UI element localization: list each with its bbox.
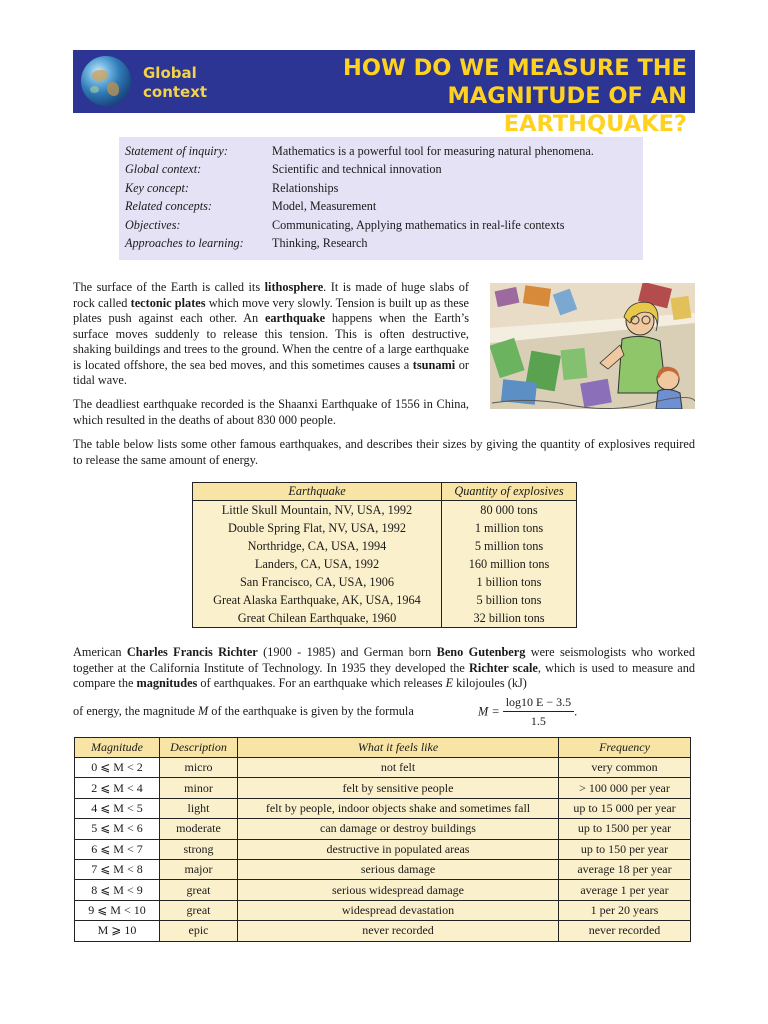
description-cell: micro bbox=[160, 758, 238, 778]
feels-like-cell: serious damage bbox=[238, 859, 559, 879]
globe-icon bbox=[81, 56, 131, 106]
description-cell: minor bbox=[160, 778, 238, 798]
inquiry-row bbox=[125, 235, 594, 254]
richter-formula: M = $\frac{\log 10 E - 3.5}{1.5}$ . bbox=[478, 695, 578, 728]
column-header-feels-like: What it feels like bbox=[238, 738, 559, 758]
page-title: HOW DO WE MEASURE THE MAGNITUDE OF AN EARTHQUAKE? bbox=[343, 55, 687, 137]
explosives-cell: 5 billion tons bbox=[442, 591, 577, 609]
inquiry-key: Approaches to learning: bbox=[125, 236, 244, 251]
inquiry-table bbox=[125, 142, 594, 253]
table-row bbox=[75, 778, 691, 798]
term-magnitudes: magnitudes bbox=[136, 676, 198, 690]
column-header-description: Description bbox=[160, 738, 238, 758]
intro-paragraph: The surface of the Earth is called its lithosphere. It is made of huge slabs of rock called tectonic plates which move very slowly. Tension is built up as these plates push against each other. An earthquake happens when the Earth’s surface moves suddenly to release this tension. This is often destructive, shaking buildings and trees to the ground. When the centre of a large earthquake is located offshore, the sea bed moves, and this sometimes causes a tsunami or tidal wave. bbox=[73, 280, 470, 387]
table-row bbox=[75, 900, 691, 920]
formula-numerator: log10 E − 3.5 bbox=[503, 695, 574, 712]
feels-like-cell: not felt bbox=[238, 758, 559, 778]
table-row bbox=[75, 921, 691, 941]
section-label: Global context bbox=[143, 64, 208, 101]
term-lithosphere: lithosphere bbox=[264, 280, 324, 294]
term-tsunami: tsunami bbox=[412, 357, 456, 372]
inquiry-row bbox=[125, 179, 594, 198]
term-earthquake: earthquake bbox=[264, 311, 326, 325]
magnitude-cell: 0 ⩽ M < 2 bbox=[75, 758, 160, 778]
table-row bbox=[193, 573, 577, 591]
frequency-cell: average 18 per year bbox=[559, 859, 691, 879]
formula-denominator: 1.5 bbox=[530, 714, 546, 728]
explosives-table bbox=[192, 482, 577, 628]
table-row bbox=[193, 537, 577, 555]
magnitude-cell: 2 ⩽ M < 4 bbox=[75, 778, 160, 798]
frequency-cell: up to 15 000 per year bbox=[559, 798, 691, 818]
frequency-cell: very common bbox=[559, 758, 691, 778]
description-cell: great bbox=[160, 880, 238, 900]
term-richter-scale: Richter scale bbox=[469, 660, 538, 675]
inquiry-key: Objectives: bbox=[125, 217, 181, 232]
explosives-cell: 5 million tons bbox=[442, 537, 577, 555]
magnitude-table bbox=[74, 737, 691, 942]
table-row bbox=[193, 591, 577, 609]
description-cell: major bbox=[160, 859, 238, 879]
table-row bbox=[75, 758, 691, 778]
earthquake-cartoon-image bbox=[490, 283, 695, 409]
table-row bbox=[193, 501, 577, 520]
table-row bbox=[193, 609, 577, 628]
earthquake-cell: Northridge, CA, USA, 1994 bbox=[193, 537, 442, 555]
inquiry-value: Communicating, Applying mathematics in real-life contexts bbox=[272, 217, 565, 232]
inquiry-value: Relationships bbox=[272, 180, 339, 195]
inquiry-row bbox=[125, 216, 594, 235]
inquiry-key: Related concepts: bbox=[125, 199, 212, 214]
inquiry-row bbox=[125, 161, 594, 180]
inquiry-row bbox=[125, 198, 594, 217]
explosives-cell: 1 million tons bbox=[442, 519, 577, 537]
feels-like-cell: serious widespread damage bbox=[238, 880, 559, 900]
feels-like-cell: widespread devastation bbox=[238, 900, 559, 920]
richter-paragraph: American Charles Francis Richter (1900 - 1985) and German born Beno Gutenberg were seismologists who worked together at the California Institute of Technology. In 1935 they developed the Richter scale, which is used to measure and compare the magnitudes of earthquakes. For an earthquake which releases E kilojoules (kJ) bbox=[73, 645, 695, 690]
table-header-row bbox=[75, 738, 691, 758]
inquiry-value: Mathematics is a powerful tool for measuring natural phenomena. bbox=[272, 143, 594, 158]
table-row bbox=[75, 839, 691, 859]
magnitude-cell: 8 ⩽ M < 9 bbox=[75, 880, 160, 900]
magnitude-cell: M ⩾ 10 bbox=[75, 921, 160, 941]
explosives-cell: 32 billion tons bbox=[442, 609, 577, 628]
table-intro-paragraph: The table below lists some other famous earthquakes, and describes their sizes by giving the quantity of explosives required to release the same amount of energy. bbox=[73, 437, 695, 467]
description-cell: epic bbox=[160, 921, 238, 941]
explosives-cell: 160 million tons bbox=[442, 555, 577, 573]
earthquake-cell: Great Chilean Earthquake, 1960 bbox=[193, 609, 442, 628]
explosives-cell: 80 000 tons bbox=[442, 501, 577, 520]
inquiry-box bbox=[119, 137, 643, 260]
inquiry-value: Scientific and technical innovation bbox=[272, 162, 442, 177]
magnitude-cell: 6 ⩽ M < 7 bbox=[75, 839, 160, 859]
inquiry-row bbox=[125, 142, 594, 161]
table-row bbox=[75, 798, 691, 818]
inquiry-value: Model, Measurement bbox=[272, 199, 377, 214]
inquiry-key: Key concept: bbox=[125, 180, 189, 195]
inquiry-value: Thinking, Research bbox=[272, 236, 368, 251]
description-cell: great bbox=[160, 900, 238, 920]
earthquake-cell: Double Spring Flat, NV, USA, 1992 bbox=[193, 519, 442, 537]
magnitude-cell: 9 ⩽ M < 10 bbox=[75, 900, 160, 920]
description-cell: light bbox=[160, 798, 238, 818]
frequency-cell: > 100 000 per year bbox=[559, 778, 691, 798]
deadliest-earthquake-paragraph: The deadliest earthquake recorded is the Shaanxi Earthquake of 1556 in China, which resulted in the deaths of about 830 000 people. bbox=[73, 397, 469, 427]
feels-like-cell: felt by people, indoor objects shake and sometimes fall bbox=[238, 798, 559, 818]
earthquake-cell: Great Alaska Earthquake, AK, USA, 1964 bbox=[193, 591, 442, 609]
table-row bbox=[75, 819, 691, 839]
column-header-explosives: Quantity of explosives bbox=[442, 483, 577, 501]
magnitude-cell: 4 ⩽ M < 5 bbox=[75, 798, 160, 818]
explosives-cell: 1 billion tons bbox=[442, 573, 577, 591]
description-cell: moderate bbox=[160, 819, 238, 839]
table-row bbox=[193, 519, 577, 537]
frequency-cell: never recorded bbox=[559, 921, 691, 941]
earthquake-cell: Landers, CA, USA, 1992 bbox=[193, 555, 442, 573]
earthquake-cell: San Francisco, CA, USA, 1906 bbox=[193, 573, 442, 591]
frequency-cell: up to 1500 per year bbox=[559, 819, 691, 839]
magnitude-cell: 7 ⩽ M < 8 bbox=[75, 859, 160, 879]
inquiry-key: Statement of inquiry: bbox=[125, 143, 228, 158]
magnitude-cell: 5 ⩽ M < 6 bbox=[75, 819, 160, 839]
column-header-frequency: Frequency bbox=[559, 738, 691, 758]
feels-like-cell: can damage or destroy buildings bbox=[238, 819, 559, 839]
feels-like-cell: never recorded bbox=[238, 921, 559, 941]
description-cell: strong bbox=[160, 839, 238, 859]
frequency-cell: up to 150 per year bbox=[559, 839, 691, 859]
frequency-cell: 1 per 20 years bbox=[559, 900, 691, 920]
feels-like-cell: destructive in populated areas bbox=[238, 839, 559, 859]
earthquake-cell: Little Skull Mountain, NV, USA, 1992 bbox=[193, 501, 442, 520]
term-tectonic-plates: tectonic plates bbox=[130, 295, 206, 310]
table-row bbox=[75, 859, 691, 879]
table-header-row bbox=[193, 483, 577, 501]
feels-like-cell: felt by sensitive people bbox=[238, 778, 559, 798]
table-row bbox=[193, 555, 577, 573]
earthquake-illustration bbox=[490, 283, 695, 409]
column-header-magnitude: Magnitude bbox=[75, 738, 160, 758]
name-richter: Charles Francis Richter bbox=[126, 645, 258, 659]
header-banner bbox=[73, 50, 695, 137]
inquiry-key: Global context: bbox=[125, 162, 202, 177]
table-row bbox=[75, 880, 691, 900]
frequency-cell: average 1 per year bbox=[559, 880, 691, 900]
column-header-earthquake: Earthquake bbox=[193, 483, 442, 501]
name-gutenberg: Beno Gutenberg bbox=[436, 645, 526, 659]
